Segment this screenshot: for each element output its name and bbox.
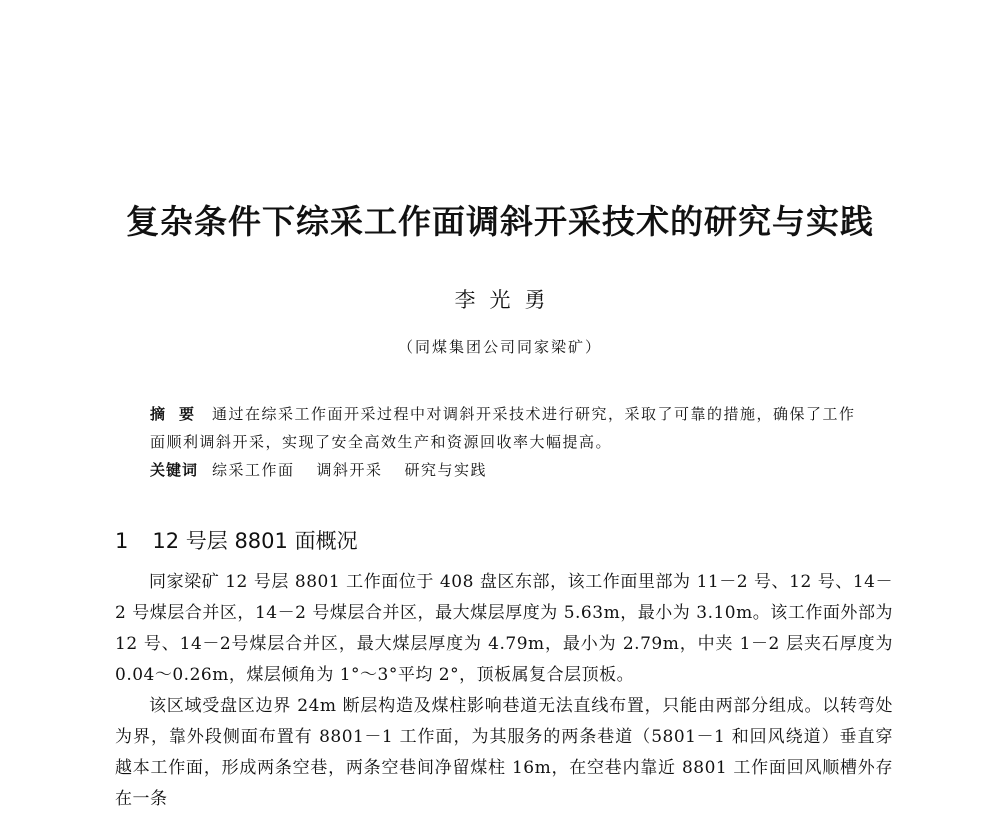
abstract-label: 摘要 xyxy=(150,405,209,423)
paper-title: 复杂条件下综采工作面调斜开采技术的研究与实践 xyxy=(126,202,874,241)
keyword-item: 综采工作面 xyxy=(212,461,295,479)
author-affiliation: （同煤集团公司同家梁矿） xyxy=(397,338,602,356)
keywords-list xyxy=(212,461,509,479)
author-name: 李光勇 xyxy=(454,288,560,312)
abstract-text: 通过在综采工作面开采过程中对调斜开采技术进行研究，采取了可靠的措施，确保了工作面顺利调斜开采，实现了安全高效生产和资源回收率大幅提高。 xyxy=(150,405,856,451)
abstract-paragraph xyxy=(150,400,865,456)
section-title: 12 号层 8801 面概况 xyxy=(152,529,358,553)
section-number: 1 xyxy=(115,529,129,553)
keywords-line xyxy=(150,456,865,484)
body-text xyxy=(115,567,893,815)
keyword-item: 研究与实践 xyxy=(404,461,488,479)
section-heading xyxy=(115,525,358,555)
body-paragraph: 同家梁矿 12 号层 8801 工作面位于 408 盘区东部，该工作面里部为 11－2 号、12 号、14－2 号煤层合并区，14－2 号煤层合并区，最大煤层厚度为 5.63m，最小为 3.10m。该工作面外部为 12 号、14－2号煤层合并区，最大煤层厚度为 4.79m，最小为 2.79m，中夹 1－2 层夹石厚度为 0.04～0.26m，煤层倾角为 1°～3°平均 2°，顶板属复合层顶板。 xyxy=(115,572,893,685)
abstract-block xyxy=(150,400,865,484)
body-paragraph: 该区域受盘区边界 24m 断层构造及煤柱影响巷道无法直线布置，只能由两部分组成。以转弯处为界，靠外段侧面布置有 8801－1 工作面，为其服务的两条巷道（5801－1 和回风绕道）垂直穿越本工作面，形成两条空巷，两条空巷间净留煤柱 16m，在空巷内靠近 8801 工作面回风顺槽外存在一条 xyxy=(115,696,893,809)
keywords-label: 关键词 xyxy=(150,461,199,479)
keyword-item: 调斜开采 xyxy=(316,461,383,479)
